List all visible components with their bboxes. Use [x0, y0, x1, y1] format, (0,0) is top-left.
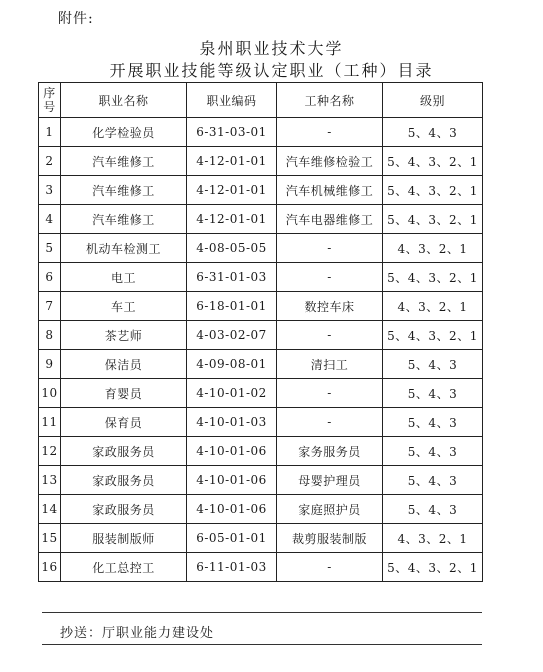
- cell-code: 4-10-01-03: [187, 408, 277, 437]
- cell-no: 1: [39, 118, 61, 147]
- cell-occupation: 车工: [61, 292, 187, 321]
- cell-occupation: 育婴员: [61, 379, 187, 408]
- cell-level: 5、4、3、2、1: [383, 147, 483, 176]
- cell-no: 14: [39, 495, 61, 524]
- cell-trade: -: [277, 118, 383, 147]
- cell-trade: -: [277, 263, 383, 292]
- cell-no: 7: [39, 292, 61, 321]
- cell-occupation: 汽车维修工: [61, 176, 187, 205]
- cell-code: 4-03-02-07: [187, 321, 277, 350]
- table-row: [39, 176, 483, 205]
- cell-level: 5、4、3: [383, 118, 483, 147]
- header-seq: [39, 83, 61, 118]
- cell-level: 5、4、3: [383, 466, 483, 495]
- table-row: [39, 118, 483, 147]
- cell-code: 6-18-01-01: [187, 292, 277, 321]
- cell-level: 4、3、2、1: [383, 234, 483, 263]
- attachment-label: 附件:: [58, 11, 94, 27]
- cell-occupation: 茶艺师: [61, 321, 187, 350]
- cell-code: 4-12-01-01: [187, 147, 277, 176]
- cell-trade: 汽车电器维修工: [277, 205, 383, 234]
- cell-code: 6-31-03-01: [187, 118, 277, 147]
- cell-level: 5、4、3、2、1: [383, 553, 483, 582]
- cell-no: 5: [39, 234, 61, 263]
- cell-occupation: 机动车检测工: [61, 234, 187, 263]
- cell-trade: 家庭照护员: [277, 495, 383, 524]
- table-row: [39, 437, 483, 466]
- table-row: [39, 263, 483, 292]
- cell-no: 10: [39, 379, 61, 408]
- cell-trade: 汽车维修检验工: [277, 147, 383, 176]
- cc-line: 抄送：厅职业能力建设处: [60, 626, 215, 641]
- cell-no: 2: [39, 147, 61, 176]
- cell-trade: 家务服务员: [277, 437, 383, 466]
- cell-no: 8: [39, 321, 61, 350]
- cell-trade: -: [277, 234, 383, 263]
- cell-occupation: 保育员: [61, 408, 187, 437]
- table-row: [39, 205, 483, 234]
- cell-code: 6-11-01-03: [187, 553, 277, 582]
- cell-occupation: 汽车维修工: [61, 205, 187, 234]
- cell-no: 4: [39, 205, 61, 234]
- cell-code: 4-12-01-01: [187, 205, 277, 234]
- cell-trade: -: [277, 379, 383, 408]
- table-row: [39, 321, 483, 350]
- cell-level: 5、4、3: [383, 495, 483, 524]
- cell-no: 11: [39, 408, 61, 437]
- occupation-catalog-table: [38, 82, 483, 582]
- cell-level: 5、4、3: [383, 350, 483, 379]
- cell-trade: -: [277, 321, 383, 350]
- cell-trade: -: [277, 408, 383, 437]
- cell-no: 13: [39, 466, 61, 495]
- cell-level: 5、4、3、2、1: [383, 205, 483, 234]
- cell-level: 5、4、3、2、1: [383, 321, 483, 350]
- cell-occupation: 汽车维修工: [61, 147, 187, 176]
- cell-code: 4-08-05-05: [187, 234, 277, 263]
- cell-level: 5、4、3、2、1: [383, 263, 483, 292]
- cell-trade: 汽车机械维修工: [277, 176, 383, 205]
- header-level: 级别: [383, 83, 483, 118]
- footer-divider-top: [42, 612, 482, 613]
- footer-divider-bottom: [42, 644, 482, 645]
- cell-code: 6-31-01-03: [187, 263, 277, 292]
- table-body: [39, 118, 483, 582]
- cell-level: 5、4、3: [383, 437, 483, 466]
- cell-level: 4、3、2、1: [383, 524, 483, 553]
- cell-code: 4-12-01-01: [187, 176, 277, 205]
- cell-trade: -: [277, 553, 383, 582]
- table-row: [39, 379, 483, 408]
- cell-code: 6-05-01-01: [187, 524, 277, 553]
- cell-no: 9: [39, 350, 61, 379]
- header-trade: 工种名称: [277, 83, 383, 118]
- cell-occupation: 家政服务员: [61, 466, 187, 495]
- cell-no: 12: [39, 437, 61, 466]
- document-title: 泉州职业技术大学: [199, 39, 344, 58]
- cell-code: 4-10-01-06: [187, 437, 277, 466]
- table-row: [39, 147, 483, 176]
- table-header-row: [39, 83, 483, 118]
- document-subtitle: 开展职业技能等级认定职业（工种）目录: [109, 61, 434, 80]
- table-row: [39, 234, 483, 263]
- cell-occupation: 家政服务员: [61, 495, 187, 524]
- cell-code: 4-10-01-02: [187, 379, 277, 408]
- cell-code: 4-10-01-06: [187, 495, 277, 524]
- table-row: [39, 495, 483, 524]
- cell-trade: 母婴护理员: [277, 466, 383, 495]
- cell-level: 5、4、3: [383, 379, 483, 408]
- cell-occupation: 家政服务员: [61, 437, 187, 466]
- table-row: [39, 408, 483, 437]
- cell-occupation: 化学检验员: [61, 118, 187, 147]
- cell-trade: 裁剪服装制版: [277, 524, 383, 553]
- table-row: [39, 524, 483, 553]
- cell-trade: 数控车床: [277, 292, 383, 321]
- cell-occupation: 服装制版师: [61, 524, 187, 553]
- table-row: [39, 553, 483, 582]
- cell-level: 5、4、3: [383, 408, 483, 437]
- cell-code: 4-10-01-06: [187, 466, 277, 495]
- cell-no: 3: [39, 176, 61, 205]
- header-code: 职业编码: [187, 83, 277, 118]
- cell-no: 6: [39, 263, 61, 292]
- table-row: [39, 350, 483, 379]
- cell-no: 15: [39, 524, 61, 553]
- table-row: [39, 292, 483, 321]
- cell-level: 4、3、2、1: [383, 292, 483, 321]
- cell-occupation: 化工总控工: [61, 553, 187, 582]
- header-occupation: 职业名称: [61, 83, 187, 118]
- cell-trade: 清扫工: [277, 350, 383, 379]
- table-row: [39, 466, 483, 495]
- cell-level: 5、4、3、2、1: [383, 176, 483, 205]
- cell-no: 16: [39, 553, 61, 582]
- cell-occupation: 电工: [61, 263, 187, 292]
- cell-code: 4-09-08-01: [187, 350, 277, 379]
- header-seq-bottom: 号: [43, 100, 56, 114]
- header-seq-top: 序: [43, 86, 56, 100]
- cell-occupation: 保洁员: [61, 350, 187, 379]
